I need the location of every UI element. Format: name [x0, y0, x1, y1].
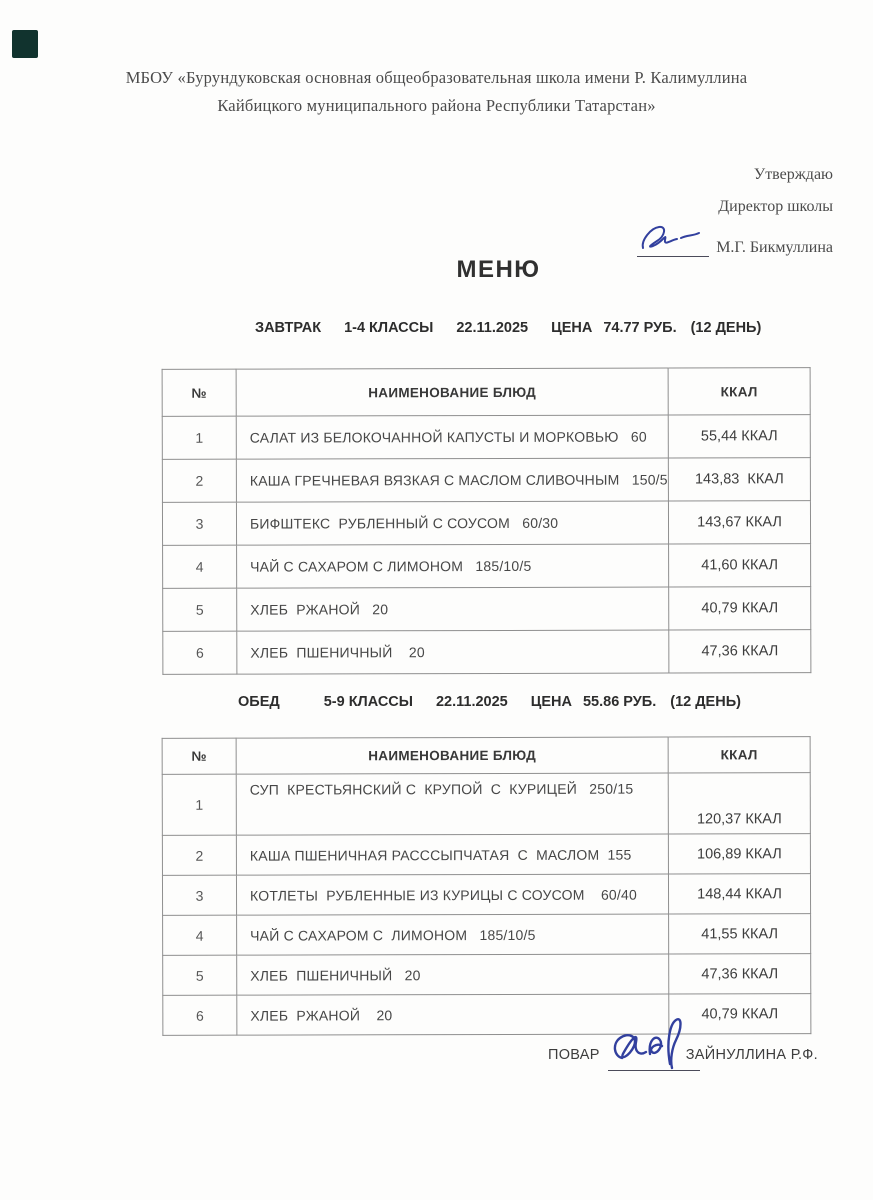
scan-artifact-mark — [12, 30, 38, 58]
meal-label: ОБЕД — [238, 694, 280, 710]
dish-kcal: 55,44 ККАЛ — [668, 415, 810, 458]
dish-kcal: 148,44 ККАЛ — [668, 874, 810, 914]
table-row — [163, 544, 811, 589]
day-number: (12 ДЕНЬ) — [670, 694, 741, 710]
row-num: 4 — [163, 545, 237, 588]
row-num: 5 — [163, 588, 237, 631]
table-header-row — [162, 737, 810, 775]
classes-label: 5-9 КЛАССЫ — [323, 694, 413, 710]
dish-kcal: 106,89 ККАЛ — [668, 834, 810, 874]
cook-name: ЗАЙНУЛЛИНА Р.Ф. — [685, 1046, 818, 1063]
table-row — [162, 874, 810, 916]
lunch-section-header — [238, 694, 741, 710]
table-row — [162, 501, 810, 546]
table-row — [162, 773, 810, 836]
director-name: М.Г. Бикмуллина — [716, 239, 833, 256]
column-header-num: № — [162, 738, 236, 774]
table-row — [163, 587, 811, 632]
row-num: 5 — [163, 955, 237, 995]
row-num: 3 — [162, 502, 236, 545]
price-caption: ЦЕНА — [530, 694, 572, 710]
dish-kcal: 143,67 ККАЛ — [668, 501, 810, 544]
cook-signature-line — [548, 1036, 818, 1073]
row-num: 1 — [162, 774, 236, 835]
dish-kcal: 120,37 ККАЛ — [668, 773, 810, 834]
table-row — [163, 630, 811, 675]
director-signature-line — [637, 220, 833, 257]
column-header-kcal: ККАЛ — [668, 737, 810, 773]
row-num: 2 — [162, 459, 236, 502]
breakfast-table — [162, 367, 812, 675]
table-row — [163, 914, 811, 956]
breakfast-section-header — [255, 320, 761, 336]
dish-name: КАША ГРЕЧНЕВАЯ ВЯЗКАЯ С МАСЛОМ СЛИВОЧНЫМ 150/5 — [236, 458, 668, 502]
dish-name: ЧАЙ С САХАРОМ С ЛИМОНОМ 185/10/5 — [237, 914, 669, 955]
row-num: 4 — [163, 915, 237, 955]
dish-kcal: 47,36 ККАЛ — [669, 954, 811, 994]
column-header-num: № — [162, 369, 236, 416]
dish-name: ЧАЙ С САХАРОМ С ЛИМОНОМ 185/10/5 — [237, 544, 669, 588]
date-label: 22.11.2025 — [435, 694, 508, 710]
dish-kcal: 41,60 ККАЛ — [669, 544, 811, 587]
price-caption: ЦЕНА — [551, 320, 593, 336]
dish-name: КАША ПШЕНИЧНАЯ РАСССЫПЧАТАЯ С МАСЛОМ 155 — [236, 834, 668, 875]
meal-label: ЗАВТРАК — [255, 320, 322, 336]
school-header — [0, 64, 873, 120]
approve-label: Утверждаю — [753, 166, 833, 183]
date-label: 22.11.2025 — [456, 320, 529, 336]
dish-name: ХЛЕБ ПШЕНИЧНЫЙ 20 — [237, 954, 669, 995]
table-row — [162, 415, 810, 460]
dish-name: ХЛЕБ РЖАНОЙ 20 — [237, 587, 669, 631]
director-signature-icon — [637, 220, 709, 257]
director-role-label: Директор школы — [718, 198, 833, 215]
dish-kcal: 41,55 ККАЛ — [669, 914, 811, 954]
school-name-line1: МБОУ «Бурундуковская основная общеобразовательная школа имени Р. Калимуллина — [125, 68, 748, 87]
price-value: 74.77 РУБ. — [603, 320, 677, 336]
dish-name: ХЛЕБ ПШЕНИЧНЫЙ 20 — [237, 630, 669, 674]
table-header-row — [162, 368, 810, 417]
dish-name: СУП КРЕСТЬЯНСКИЙ С КРУПОЙ С КУРИЦЕЙ 250/15 — [236, 773, 668, 835]
page-title: МЕНЮ — [456, 256, 541, 283]
row-num: 1 — [162, 416, 236, 459]
dish-kcal: 143,83 ККАЛ — [668, 458, 810, 501]
column-header-name: НАИМЕНОВАНИЕ БЛЮД — [236, 737, 668, 774]
column-header-name: НАИМЕНОВАНИЕ БЛЮД — [236, 368, 668, 416]
lunch-table — [162, 736, 812, 1036]
dish-kcal: 47,36 ККАЛ — [669, 630, 811, 673]
dish-name: САЛАТ ИЗ БЕЛОКОЧАННОЙ КАПУСТЫ И МОРКОВЬЮ 60 — [236, 415, 668, 459]
cook-label: ПОВАР — [548, 1046, 600, 1063]
day-number: (12 ДЕНЬ) — [690, 320, 762, 336]
column-header-kcal: ККАЛ — [668, 368, 810, 415]
dish-kcal: 40,79 ККАЛ — [669, 587, 811, 630]
dish-name: БИФШТЕКС РУБЛЕННЫЙ С СОУСОМ 60/30 — [236, 501, 668, 545]
row-num: 6 — [163, 631, 237, 674]
dish-kcal: 40,79 ККАЛ — [669, 994, 811, 1034]
row-num: 2 — [162, 835, 236, 875]
school-name-line2: Кайбицкого муниципального района Республики Татарстан» — [217, 96, 656, 116]
price-value: 55.86 РУБ. — [582, 694, 657, 710]
approval-block — [637, 166, 833, 257]
dish-name: КОТЛЕТЫ РУБЛЕННЫЕ ИЗ КУРИЦЫ С СОУСОМ 60/40 — [236, 874, 668, 915]
dish-name: ХЛЕБ РЖАНОЙ 20 — [237, 994, 669, 1035]
table-row — [163, 994, 811, 1036]
table-row — [163, 954, 811, 996]
classes-label: 1-4 КЛАССЫ — [344, 320, 434, 336]
table-row — [162, 834, 810, 876]
table-row — [162, 458, 810, 503]
row-num: 3 — [162, 875, 236, 915]
row-num: 6 — [163, 995, 237, 1035]
